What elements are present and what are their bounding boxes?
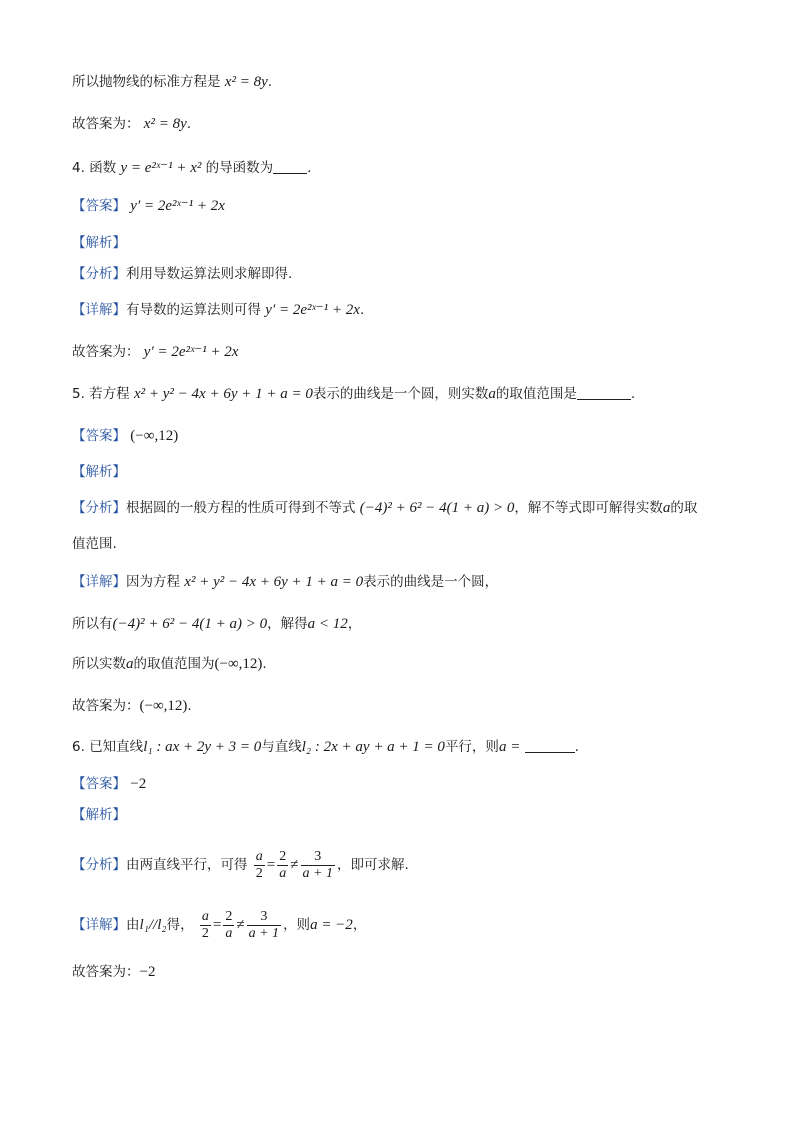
body-text: 根据圆的一般方程的性质可得到不等式 <box>126 500 356 516</box>
math-expression: x² = 8y <box>143 116 187 132</box>
math-expression: l₁ : ax + 2y + 3 = 0 <box>143 739 262 755</box>
body-text: 所以实数 <box>72 656 126 672</box>
text-line: 所以有(−4)² + 6² − 4(1 + a) > 0，解得a < 12， <box>72 616 362 632</box>
body-text: 所以有 <box>72 616 113 632</box>
math-expression: x² = 8y <box>224 74 268 90</box>
not-equal-sign: ≠ <box>290 857 299 873</box>
xiangjie-line <box>72 572 498 592</box>
fenxi-label: 【分析】 <box>72 266 126 282</box>
body-text: 故答案为： <box>72 344 140 360</box>
math-expression: a < 12 <box>307 616 348 632</box>
xiangjie-label: 【详解】 <box>72 917 126 933</box>
fraction: $\frac{3}{a + 1}$ <box>302 848 333 881</box>
fenxi-label: 【分析】 <box>72 857 126 873</box>
math-expression: y′ = 2e²ˣ⁻¹ + 2x <box>143 344 239 360</box>
body-text: 已知直线 <box>89 739 144 755</box>
body-text: ，解不等式即可解得实数 <box>514 500 663 516</box>
body-text: 故答案为： <box>72 698 140 714</box>
question-number: 5. <box>72 386 85 402</box>
body-text: ，则 <box>283 917 311 933</box>
answer-label: 【答案】 <box>72 776 126 792</box>
question-6: 6. 已知直线l₁ : ax + 2y + 3 = 0与直线l₂ : 2x + ay + a + 1 = 0平行，则a = . <box>72 739 579 755</box>
final-answer-line: 故答案为：(−∞,12). <box>72 698 192 714</box>
answer-line <box>72 426 178 446</box>
question-5: 5. 若方程 x² + y² − 4x + 6y + 1 + a = 0表示的曲线是一个圆，则实数a的取值范围是 . <box>72 386 636 402</box>
body-text: 表示的曲线是一个圆，则实数 <box>312 386 489 402</box>
question-number: 6. <box>72 739 85 755</box>
math-expression: y′ = 2e²ˣ⁻¹ + 2x <box>265 302 360 318</box>
body-text: 函数 <box>89 160 117 176</box>
math-expression: a = <box>498 739 521 755</box>
analysis-label: 【解析】 <box>72 464 126 480</box>
math-expression: (−∞,12) <box>214 656 263 672</box>
body-text: 若方程 <box>89 386 130 402</box>
fenxi-line <box>72 846 409 884</box>
fraction: $\frac{2}{a}$ <box>225 908 233 941</box>
xiangjie-line: 【详解】由l₁//l₂得， $\frac{a}{2}$ = $\frac{2}{a}$ ≠ $\frac{3}{a + 1}$ ，则a = −2， <box>72 908 367 941</box>
math-expression: (−4)² + 6² − 4(1 + a) > 0 <box>112 616 268 632</box>
body-text: 得， <box>166 917 194 933</box>
analysis-label: 【解析】 <box>72 235 126 251</box>
body-text: 平行，则 <box>444 739 499 755</box>
math-expression: x² + y² − 4x + 6y + 1 + a = 0 <box>133 386 313 402</box>
answer-label: 【答案】 <box>72 198 126 214</box>
question-4: 4. 函数 y = e²ˣ⁻¹ + x² 的导函数为 . <box>72 160 312 176</box>
body-text: 由 <box>126 917 140 933</box>
analysis-label: 【解析】 <box>72 807 126 823</box>
answer-blank <box>525 752 575 753</box>
body-text: 与直线 <box>261 739 302 755</box>
math-variable: a <box>662 500 671 516</box>
xiangjie-label: 【详解】 <box>72 302 126 318</box>
body-text: 所以抛物线的标准方程是 <box>72 74 221 90</box>
math-expression: l₂ : 2x + ay + a + 1 = 0 <box>301 739 445 755</box>
answer-blank <box>273 173 307 174</box>
math-expression: y = e²ˣ⁻¹ + x² <box>120 160 202 176</box>
not-equal-sign: ≠ <box>236 917 245 933</box>
math-expression: l₁//l₂ <box>139 917 167 933</box>
math-expression: −2 <box>139 964 156 980</box>
final-answer-line <box>72 962 155 982</box>
body-text: 的导函数为 <box>205 160 274 176</box>
question-number: 4. <box>72 160 85 176</box>
body-text: 由两直线平行，可得 <box>126 857 248 873</box>
math-variable: a <box>488 386 496 402</box>
math-expression: (−4)² + 6² − 4(1 + a) > 0 <box>359 500 515 516</box>
fenxi-label: 【分析】 <box>72 500 126 516</box>
analysis-line <box>72 805 126 825</box>
answer-line <box>72 774 146 794</box>
math-variable: a <box>126 656 134 672</box>
body-text: 有导数的运算法则可得 <box>126 302 261 318</box>
text-line: 所以抛物线的标准方程是 x² = 8y. <box>72 74 273 90</box>
body-text: ，即可求解. <box>336 857 409 873</box>
body-text: 的取值范围为 <box>133 656 215 672</box>
answer-blank <box>577 399 631 400</box>
fenxi-line <box>72 498 697 518</box>
final-answer-line <box>72 342 238 362</box>
equals-sign: = <box>212 917 222 933</box>
xiangjie-line: 【详解】有导数的运算法则可得 y′ = 2e²ˣ⁻¹ + 2x. <box>72 302 365 318</box>
body-text: 的取 <box>670 500 698 516</box>
body-text: 故答案为： <box>72 116 140 132</box>
xiangjie-label: 【详解】 <box>72 574 126 590</box>
math-expression: (−∞,12) <box>130 428 179 444</box>
fraction: $\frac{2}{a}$ <box>279 848 287 881</box>
math-expression: (−∞,12) <box>139 698 188 714</box>
body-text: 因为方程 <box>126 574 180 590</box>
body-text: 表示的曲线是一个圆， <box>363 574 499 590</box>
math-expression: −2 <box>130 776 147 792</box>
body-text: 利用导数运算法则求解即得. <box>126 266 293 282</box>
fraction: $\frac{a}{2}$ <box>255 848 263 881</box>
math-expression: x² + y² − 4x + 6y + 1 + a = 0 <box>184 574 364 590</box>
answer-label: 【答案】 <box>72 428 126 444</box>
body-text: ，解得 <box>267 616 308 632</box>
text-line <box>72 534 117 554</box>
analysis-line <box>72 233 126 253</box>
fenxi-line <box>72 264 292 284</box>
body-text: 值范围. <box>72 536 117 552</box>
text-line: 所以实数a的取值范围为(−∞,12). <box>72 656 267 672</box>
body-text: 故答案为： <box>72 964 140 980</box>
body-text: 的取值范围是 <box>495 386 577 402</box>
analysis-line <box>72 462 126 482</box>
math-expression: y′ = 2e²ˣ⁻¹ + 2x <box>130 198 225 214</box>
answer-line <box>72 196 225 216</box>
text-line: 故答案为： x² = 8y. <box>72 116 192 132</box>
fraction: $\frac{a}{2}$ <box>201 908 209 941</box>
equals-sign: = <box>266 857 276 873</box>
fraction: $\frac{3}{a + 1}$ <box>248 908 280 941</box>
math-expression: a = −2 <box>310 917 353 933</box>
